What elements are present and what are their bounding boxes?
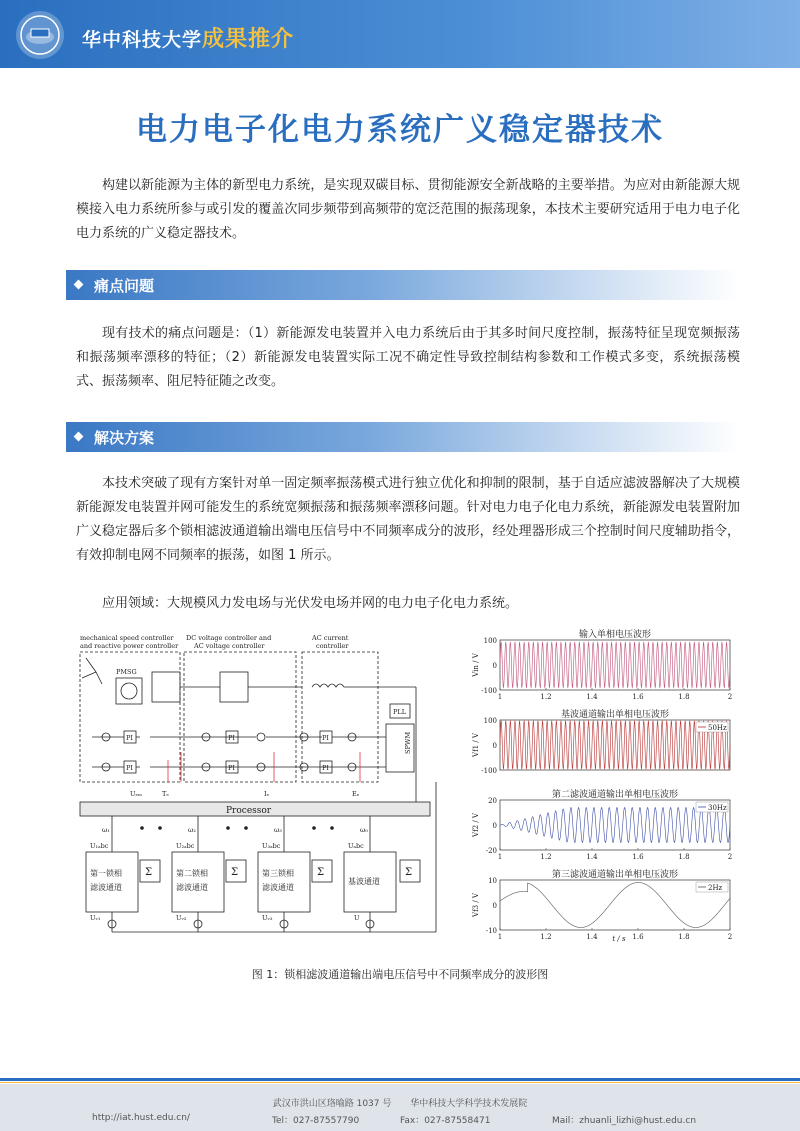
label-pi: PI xyxy=(322,734,329,742)
channel-1-line2: 滤波通道 xyxy=(90,883,122,892)
y-axis-label: Vf1 / V xyxy=(472,733,480,757)
label-pmsg: PMSG xyxy=(116,668,137,676)
dc-controller-box xyxy=(184,652,296,782)
section-header-solution xyxy=(66,422,740,452)
figure-1 xyxy=(76,628,740,958)
waveform-chart-2 xyxy=(472,708,730,775)
label-spwm: SPWM xyxy=(404,731,412,754)
header-banner xyxy=(0,0,800,68)
y-tick-label: -100 xyxy=(481,687,497,695)
x-tick-label: 2 xyxy=(727,853,733,861)
x-tick-label: 1.2 xyxy=(540,693,552,701)
label-pi: PI xyxy=(126,764,133,772)
channel-3-box xyxy=(258,852,310,912)
channel-2-line2: 滤波通道 xyxy=(176,883,208,892)
sum-symbol: Σ xyxy=(231,867,239,878)
x-tick-label: 1.8 xyxy=(678,933,690,941)
x-tick-label: 1.6 xyxy=(632,853,644,861)
y-tick-label: 20 xyxy=(488,797,497,805)
plot-frame xyxy=(500,880,730,930)
footer xyxy=(0,1084,800,1131)
label-pll: PLL xyxy=(393,708,407,716)
control-block-diagram xyxy=(76,632,456,944)
channel-3-line1: 第三锁相 xyxy=(262,869,294,878)
footer-divider-accent xyxy=(0,1082,800,1083)
footer-address-line xyxy=(0,1096,800,1109)
y-axis-label: Vf2 / V xyxy=(472,813,480,837)
label-pi: PI xyxy=(228,764,235,772)
chart-title: 输入单相电压波形 xyxy=(578,630,652,640)
label-omega-0: ω₀ xyxy=(360,826,368,834)
label-pi: PI xyxy=(126,734,133,742)
footer-mail[interactable]: Mail：zhuanli_lizhi@hust.edu.cn xyxy=(552,1116,697,1126)
chart-title: 基波通道输出单相电压波形 xyxy=(560,710,670,720)
label-pi: PI xyxy=(322,764,329,772)
y-axis-label: Vf3 / V xyxy=(472,893,480,917)
y-tick-label: 10 xyxy=(488,877,497,885)
label-uv1: Uᵥ₁ xyxy=(90,914,101,922)
application-paragraph: 应用领域：大规模风力发电场与光伏发电场并网的电力电子化电力系统。 xyxy=(102,596,519,611)
chart-title: 第二滤波通道输出单相电压波形 xyxy=(551,790,679,800)
y-tick-label: 100 xyxy=(483,717,497,725)
page-title: 电力电子化电力系统广义稳定器技术 xyxy=(136,112,664,148)
label-ac-2: controller xyxy=(316,642,349,650)
x-tick-label: 1 xyxy=(497,693,503,701)
x-tick-label: 1.4 xyxy=(586,853,598,861)
waveform-charts xyxy=(468,628,736,950)
waveform-chart-3 xyxy=(472,788,732,861)
footer-url[interactable]: http://iat.hust.edu.cn/ xyxy=(92,1113,190,1123)
footer-fax: Fax：027-87558471 xyxy=(400,1116,491,1126)
solution-paragraph: 本技术突破了现有方案针对单一固定频率振荡模式进行独立优化和抑制的限制，基于自适应滤波器解决了大规模新能源发电装置并网可能发生的系统宽频振荡和振荡频率漂移问题。针对电力电子化电力系统，新能源发电装置附加广义稳定器后多个锁相滤波通道输出端电压信号中不同频率成分的波形，经处理器形成三个控制时间尺度辅助指令，有效抑制电网不同频率的振荡，如图 1 所示。 xyxy=(76,476,740,563)
sum-symbol: Σ xyxy=(317,867,325,878)
footer-address: 武汉市洪山区珞喻路 1037 号 xyxy=(272,1099,392,1109)
x-tick-label: 1.2 xyxy=(540,933,552,941)
label-uv2: Uᵥ₂ xyxy=(176,914,187,922)
x-tick-label: 1.8 xyxy=(678,693,690,701)
label-u2: U₂ₐbc xyxy=(176,842,195,850)
label-ac-1: AC current xyxy=(312,634,349,642)
footer-tel: Tel：027-87557790 xyxy=(272,1116,360,1126)
pmsg-icon xyxy=(116,678,142,704)
channel-1-box xyxy=(86,852,138,912)
label-mech-1: mechanical speed controller xyxy=(80,634,174,642)
brand-prefix: 华中科技大学 xyxy=(82,29,203,51)
legend-label: 50Hz xyxy=(708,724,727,732)
section-title-solution: 解决方案 xyxy=(94,429,155,447)
brand-title xyxy=(82,22,294,53)
x-tick-label: 1.6 xyxy=(632,693,644,701)
label-u1: U₁ₐbc xyxy=(90,842,109,850)
footer-divider xyxy=(0,1078,800,1081)
y-tick-label: 0 xyxy=(492,822,497,830)
y-axis-label: Vin / V xyxy=(472,653,480,677)
diamond-bullet-icon xyxy=(74,432,84,442)
x-tick-label: 1.2 xyxy=(540,853,552,861)
chart-title: 第三滤波通道输出单相电压波形 xyxy=(551,870,679,880)
x-tick-label: 1 xyxy=(497,853,503,861)
intro-paragraph: 构建以新能源为主体的新型电力系统，是实现双碳目标、贯彻能源安全新战略的主要举措。为应对由新能源大规模接入电力系统所参与或引发的覆盖次同步频带到高频带的宽泛范围的振荡现象，本技术主要研究适用于电力电子化电力系统的广义稳定器技术。 xyxy=(76,178,740,241)
channel-2-box xyxy=(172,852,224,912)
label-mech-2: and reactive power controller xyxy=(80,642,179,650)
figure-caption: 图 1：锁相滤波通道输出端电压信号中不同频率成分的波形图 xyxy=(251,968,549,981)
y-tick-label: -10 xyxy=(485,927,497,935)
footer-org: 华中科技大学科学技术发展院 xyxy=(410,1099,528,1109)
section-header-pain xyxy=(66,270,740,300)
channel-3-line2: 滤波通道 xyxy=(262,883,294,892)
x-tick-label: 2 xyxy=(727,693,733,701)
x-tick-label: 1.6 xyxy=(632,933,644,941)
label-u0: Uₐbc xyxy=(348,842,364,850)
label-uv3: Uᵥ₃ xyxy=(262,914,273,922)
label-icmd: Iₑ xyxy=(264,790,270,798)
label-ecmd: Eₑ xyxy=(352,790,360,798)
brand-accent: 成果推介 xyxy=(202,27,295,52)
sum-symbol: Σ xyxy=(145,867,153,878)
y-tick-label: 100 xyxy=(483,637,497,645)
label-tcmd: Tₑ xyxy=(162,790,169,798)
y-tick-label: -20 xyxy=(485,847,497,855)
label-u: U xyxy=(354,914,360,922)
sum-symbol: Σ xyxy=(405,867,413,878)
ac-controller-box xyxy=(302,652,378,782)
university-logo-icon xyxy=(14,9,66,61)
y-tick-label: 0 xyxy=(492,662,497,670)
diamond-bullet-icon xyxy=(74,280,84,290)
section-title-pain: 痛点问题 xyxy=(94,277,155,295)
x-tick-label: 2 xyxy=(727,933,733,941)
pain-paragraph: 现有技术的痛点问题是：（1）新能源发电装置并入电力系统后由于其多时间尺度控制，振荡特征呈现宽频振荡和振荡频率漂移的特征；（2）新能源发电装置实际工况不确定性导致控制结构参数和工作模式多变，系统振荡模式、振荡频率、阻尼特征随之改变。 xyxy=(76,326,740,389)
channel-1-line1: 第一锁相 xyxy=(90,869,122,878)
x-tick-label: 1.4 xyxy=(586,933,598,941)
label-dc-2: AC voltage controller xyxy=(194,642,265,650)
y-tick-label: 0 xyxy=(492,742,497,750)
label-u3: U₃ₐbc xyxy=(262,842,281,850)
x-axis-label: t / s xyxy=(612,935,626,943)
legend-label: 2Hz xyxy=(708,884,723,892)
label-omega-3: ω₃ xyxy=(274,826,282,834)
legend-label: 30Hz xyxy=(708,804,727,812)
waveform-chart-4 xyxy=(472,868,732,943)
channel-2-line1: 第二锁相 xyxy=(176,869,208,878)
waveform-chart-1 xyxy=(472,628,732,701)
label-dc-1: DC voltage controller and xyxy=(186,634,272,642)
base-channel-label: 基波通道 xyxy=(348,877,380,886)
label-processor: Processor xyxy=(226,806,272,816)
label-omega-2: ω₂ xyxy=(188,826,196,834)
y-tick-label: -100 xyxy=(481,767,497,775)
label-pi: PI xyxy=(228,734,235,742)
x-tick-label: 1 xyxy=(497,933,503,941)
x-tick-label: 1.8 xyxy=(678,853,690,861)
x-tick-label: 1.4 xyxy=(586,693,598,701)
y-tick-label: 0 xyxy=(492,902,497,910)
label-ucmd: Uₑₘ xyxy=(130,790,142,798)
label-omega-1: ω₁ xyxy=(102,826,110,834)
